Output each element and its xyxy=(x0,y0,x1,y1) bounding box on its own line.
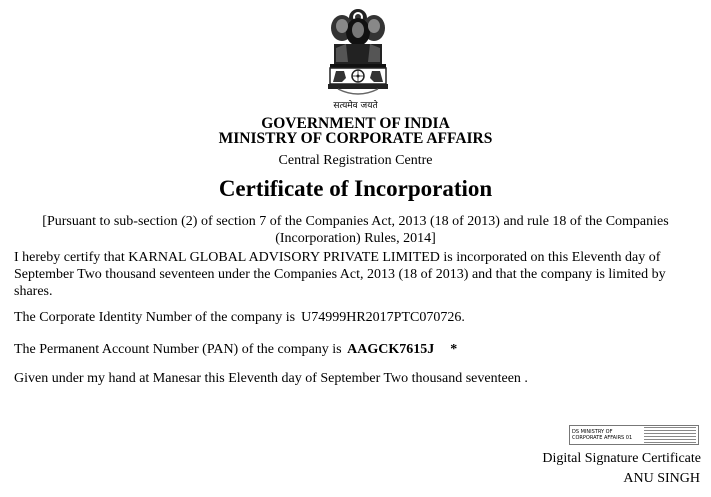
signature-stamp-text: DS MINISTRY OF CORPORATE AFFAIRS 01 xyxy=(572,429,633,441)
issuer-government: GOVERNMENT OF INDIA xyxy=(261,115,450,132)
signer-name: ANU SINGH xyxy=(623,471,700,486)
pan-value: AAGCK7615J xyxy=(347,342,435,357)
signature-detail-lines xyxy=(644,427,696,443)
certificate-title: Certificate of Incorporation xyxy=(218,176,493,201)
registration-centre: Central Registration Centre xyxy=(278,153,433,168)
given-under-hand-line: Given under my hand at Manesar this Eleventh day of September Two thousand seventeen . xyxy=(14,371,528,386)
issuer-ministry: MINISTRY OF CORPORATE AFFAIRS xyxy=(218,130,493,147)
legal-reference: [Pursuant to sub-section (2) of section 7 of the Companies Act, 2013 (18 of 2013) and rule 18 of the Companies (Incorporation) Rules, 2014] xyxy=(42,214,669,246)
national-emblem-icon xyxy=(320,4,396,104)
pan-label: The Permanent Account Number (PAN) of the company is xyxy=(14,342,342,357)
cin-value: U74999HR2017PTC070726. xyxy=(301,310,465,325)
pan-footnote-mark: * xyxy=(450,342,458,357)
cin-label: The Corporate Identity Number of the company is xyxy=(14,310,296,325)
digital-signature-label: Digital Signature Certificate xyxy=(542,451,701,466)
certification-statement: I hereby certify that KARNAL GLOBAL ADVISORY PRIVATE LIMITED is incorporated on this Eleventh day of September Two thousand seventeen under the Companies Act, 2013 (18 of 2013) and that the company is limited by shares. xyxy=(14,250,666,299)
digital-signature-stamp xyxy=(569,425,699,445)
cin-line xyxy=(14,310,465,326)
motto: सत्यमेव जयते xyxy=(333,101,378,111)
pan-line xyxy=(14,342,457,358)
